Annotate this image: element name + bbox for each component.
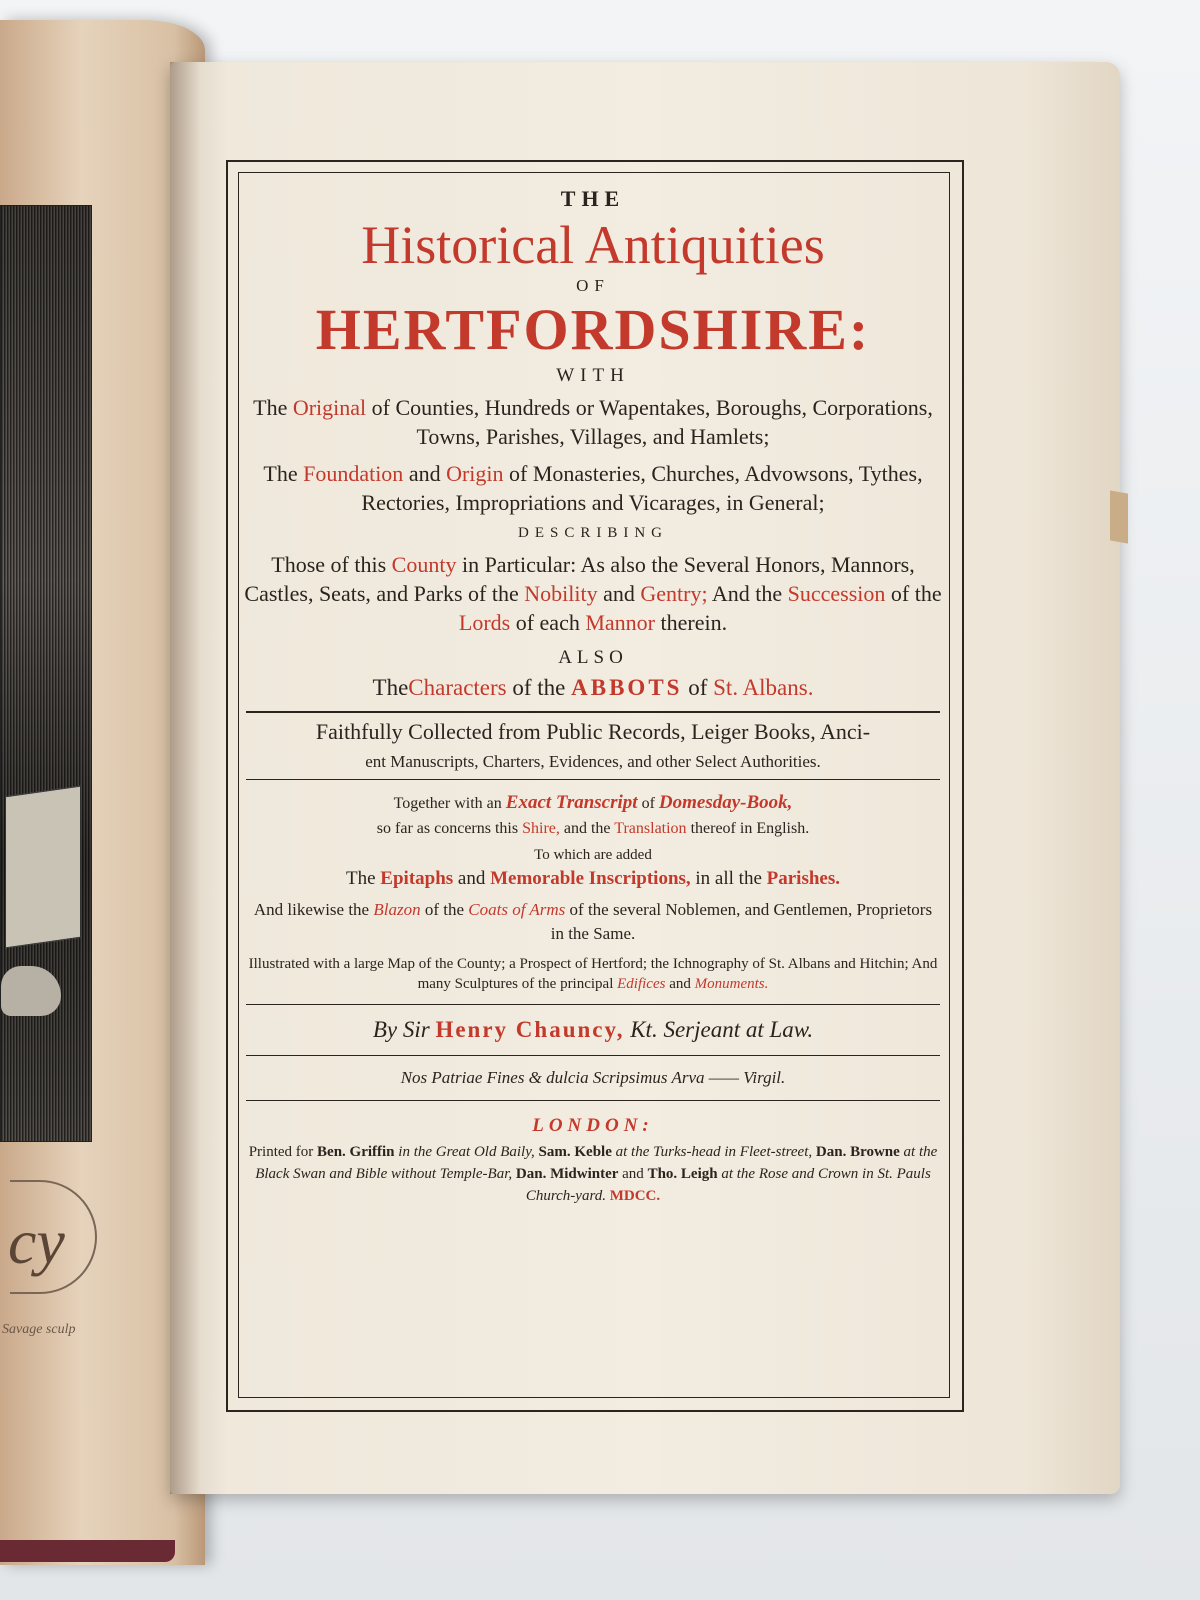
line-author: By Sir Henry Chauncy, Kt. Serjeant at Law. <box>372 1017 814 1042</box>
line-abbots: TheCharacters of the ABBOTS of St. Albans. <box>372 675 814 700</box>
line-epitaphs: The Epitaphs and Memorable Inscriptions, in all the Parishes. <box>346 868 840 889</box>
binding-edge <box>0 1540 175 1562</box>
imprint-printers: Printed for Ben. Griffin in the Great Old Baily, Sam. Keble at the Turks-head in Fleet-street, Dan. Browne at the Black Swan and Bible without Temple-Bar, Dan. Midwinter and Tho. Leigh at the Rose and Crown in St. Pauls Church-yard. MDCC. <box>248 1144 938 1204</box>
paragraph-original: The Original of Counties, Hundreds or Wapentakes, Boroughs, Corporations, Towns, Parishes, Villages, and Hamlets; <box>253 395 933 449</box>
paragraph-foundation: The Foundation and Origin of Monasteries, Churches, Advowsons, Tythes, Rectories, Impropriations and Vicarages, in General; <box>263 461 923 515</box>
paragraph-domesday: Together with an Exact Transcript of Domesday-Book, so far as concerns this Shire, and the Translation thereof in English. <box>376 792 810 837</box>
paragraph-county: Those of this County in Particular: As also the Several Honors, Mannors, Castles, Seats, and Parks of the Nobility and Gentry; And the Succession of the Lords of each Mannor therein. <box>244 552 942 635</box>
heading-describing: DESCRIBING <box>517 525 668 541</box>
engraver-credit: Savage sculp <box>2 1322 76 1337</box>
monogram-text: cy <box>8 1206 65 1277</box>
divider-rule <box>246 1004 940 1005</box>
engraved-portrait <box>0 205 92 1142</box>
line-manuscripts: ent Manuscripts, Charters, Evidences, and other Select Authorities. <box>365 752 821 771</box>
imprint-london: LONDON: <box>532 1115 654 1136</box>
line-to-which: To which are added <box>534 847 652 863</box>
heading-with: WITH <box>556 365 630 386</box>
line-faithfully: Faithfully Collected from Public Records, Leiger Books, Anci- <box>315 719 871 744</box>
engraved-book <box>5 786 81 949</box>
title-county: HERTFORDSHIRE: <box>315 297 871 362</box>
divider-rule <box>246 711 940 713</box>
red-word-original: Original <box>292 395 367 420</box>
gutter-shadow <box>170 62 200 1494</box>
heading-the: THE <box>560 186 626 211</box>
red-word-origin: Origin <box>446 461 504 486</box>
title-page-text <box>238 182 948 1207</box>
divider-rule <box>246 1055 940 1056</box>
paper-tab <box>1110 490 1128 543</box>
heading-of: OF <box>576 276 610 295</box>
red-word-foundation: Foundation <box>303 461 404 486</box>
paragraph-blazon: And likewise the Blazon of the Coats of Arms of the several Noblemen, and Gentlemen, Proprietors in the Same. <box>253 900 933 943</box>
divider-rule <box>246 1100 940 1101</box>
paragraph-illustrated: Illustrated with a large Map of the County; a Prospect of Hertford; the Ichnography of St. Albans and Hitchin; And many Sculptures of the principal Edifices and Monuments. <box>248 956 938 992</box>
line-motto: Nos Patriae Fines & dulcia Scripsimus Arva —— Virgil. <box>400 1068 786 1087</box>
title-historical-antiquities: Historical Antiquities <box>361 215 825 275</box>
engraved-hand <box>1 966 61 1016</box>
heading-also: ALSO <box>558 647 628 668</box>
divider-rule <box>246 779 940 780</box>
